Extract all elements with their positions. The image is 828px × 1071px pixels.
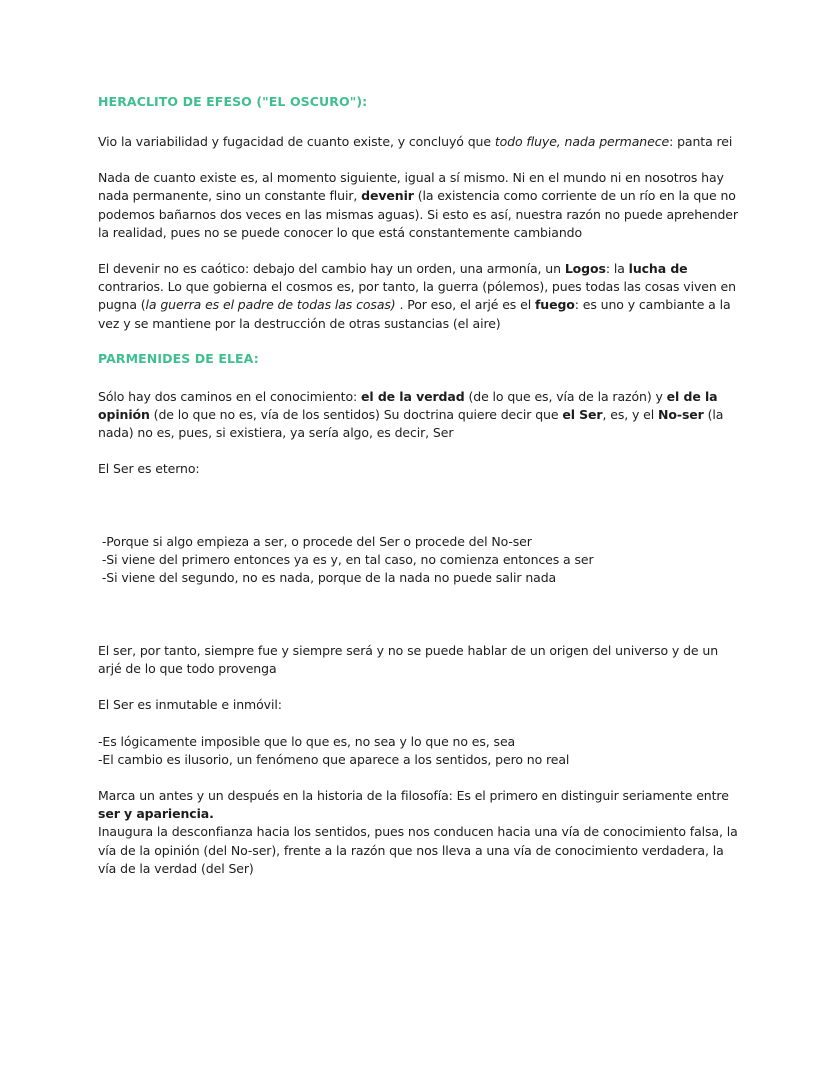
heraclito-paragraph-2 bbox=[98, 169, 738, 242]
emphasis-text: la guerra es el padre de todas las cosas) bbox=[145, 297, 396, 313]
text-run: : la bbox=[605, 261, 629, 277]
bold-text: lucha de bbox=[628, 261, 688, 277]
eterno-list bbox=[98, 497, 738, 624]
list-item: -Porque si algo empieza a ser, o procede del Ser o procede del No-ser bbox=[98, 534, 532, 550]
text-run: : es uno y cambiante a la vez y se mantiene por la destrucción de otras sustancias (el aire) bbox=[98, 297, 731, 331]
text-run: El devenir no es caótico: debajo del cambio hay un orden, una armonía, un bbox=[98, 261, 565, 277]
text-run: . Por eso, el arjé es el bbox=[395, 297, 535, 313]
list-item: -Si viene del primero entonces ya es y, en tal caso, no comienza entonces a ser bbox=[98, 552, 594, 568]
text-run: , es, y el bbox=[602, 407, 659, 423]
text-run: Sólo hay dos caminos en el conocimiento: bbox=[98, 388, 361, 404]
inmutable-list bbox=[98, 733, 738, 769]
bold-text: el de la opinión bbox=[98, 388, 718, 423]
text-run: contrarios. Lo que gobierna el cosmos es, por tanto, la guerra (pólemos), pues todas las cosas viven en pugna ( bbox=[98, 279, 736, 313]
parmenides-heading: PARMENIDES DE ELEA: bbox=[98, 350, 259, 366]
emphasis-text: todo fluye, nada permanece bbox=[494, 134, 670, 149]
text-run: : panta rei bbox=[669, 134, 733, 149]
origen-paragraph: El ser, por tanto, siempre fue y siempre será y no se puede hablar de un origen del universo y de un arjé de lo que todo provenga bbox=[98, 643, 719, 677]
eterno-title: El Ser es eterno: bbox=[98, 461, 200, 477]
inmutable-title: El Ser es inmutable e inmóvil: bbox=[98, 697, 282, 713]
text-run: (de lo que es, vía de la razón) y bbox=[464, 388, 667, 404]
text-run: (la nada) no es, pues, si existiera, ya sería algo, es decir, Ser bbox=[98, 407, 724, 441]
bold-text: Logos bbox=[564, 261, 606, 277]
heraclito-paragraph-3 bbox=[98, 260, 738, 333]
text-run: Inaugura la desconfianza hacia los sentidos, pues nos conducen hacia una vía de conocimiento falsa, la vía de la opinión (del No-ser), frente a la razón que nos lleva a una vía de conocimiento verdadera, la vía de la verdad (del Ser) bbox=[98, 824, 738, 876]
parmenides-paragraph-1 bbox=[98, 388, 738, 443]
text-run: (de lo que no es, vía de los sentidos) Su doctrina quiere decir que bbox=[149, 407, 563, 423]
bold-text: el Ser bbox=[562, 407, 603, 423]
document-page bbox=[98, 88, 738, 878]
text-run: Nada de cuanto existe es, al momento siguiente, igual a sí mismo. Ni en el mundo ni en nosotros hay nada permanente, sino un constante fluir, bbox=[98, 170, 724, 204]
bold-text: ser y apariencia. bbox=[98, 806, 214, 822]
text-run: Marca un antes y un después en la historia de la filosofía: Es el primero en distinguir seriamente entre bbox=[98, 788, 729, 804]
bold-text: No-ser bbox=[658, 407, 704, 423]
heraclito-heading: HERACLITO DE EFESO ("EL OSCURO"): bbox=[98, 94, 368, 109]
bold-text: fuego bbox=[534, 297, 575, 313]
list-item: -El cambio es ilusorio, un fenómeno que aparece a los sentidos, pero no real bbox=[98, 751, 570, 767]
bold-text: el de la verdad bbox=[361, 388, 465, 404]
list-item: -Es lógicamente imposible que lo que es, no sea y lo que no es, sea bbox=[98, 733, 516, 749]
list-item: -Si viene del segundo, no es nada, porque de la nada no puede salir nada bbox=[98, 570, 557, 586]
final-paragraph bbox=[98, 787, 738, 878]
text-run: (la existencia como corriente de un río en la que no podemos bañarnos dos veces en las mismas aguas). Si esto es así, nuestra razón no puede aprehender la realidad, pues no se puede conocer lo que está constantemente cambiando bbox=[98, 188, 738, 240]
text-run: Vio la variabilidad y fugacidad de cuanto existe, y concluyó que bbox=[98, 134, 495, 149]
heraclito-paragraph-1 bbox=[98, 133, 738, 151]
bold-text: devenir bbox=[361, 188, 414, 204]
